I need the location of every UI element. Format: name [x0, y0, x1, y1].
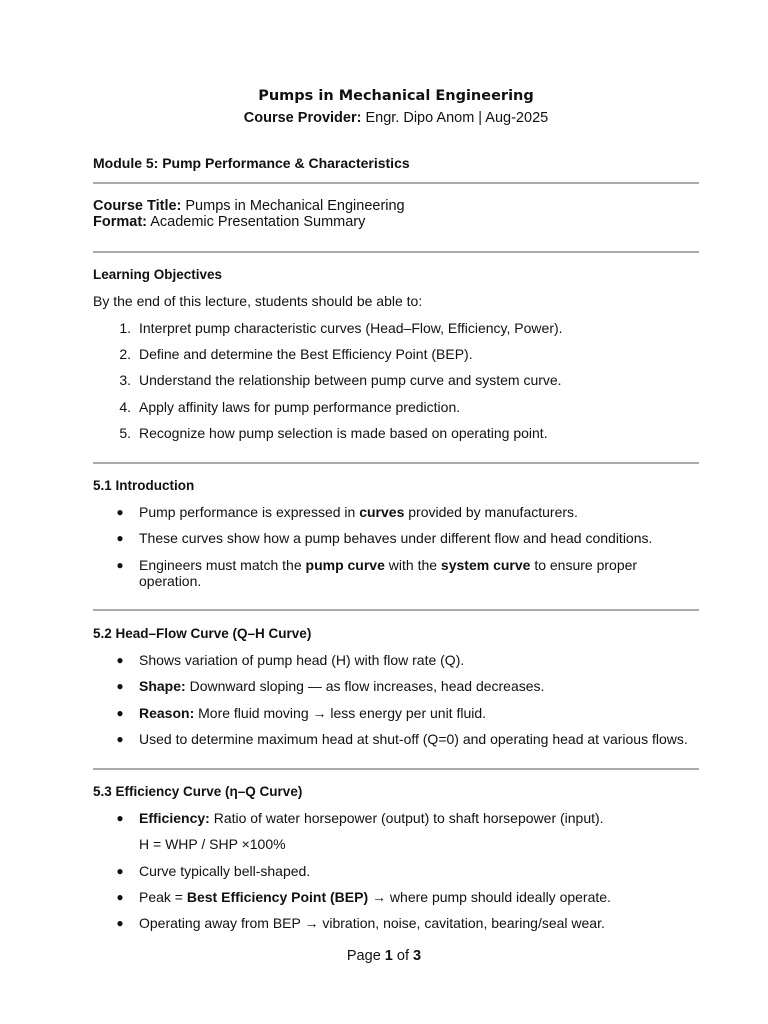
- format-label: Format:: [93, 214, 147, 230]
- current-page: 1: [384, 948, 393, 964]
- list-text: Recognize how pump selection is made based on operating point.: [139, 425, 548, 441]
- list-number: 3.: [119, 372, 131, 388]
- course-title-label: Course Title:: [93, 198, 182, 214]
- bullet-dot-icon: ●: [116, 679, 124, 693]
- bullet-dot-icon: ●: [116, 531, 124, 545]
- course-title-value: Pumps in Mechanical Engineering: [185, 198, 405, 214]
- list-text: Curve typically bell-shaped.: [139, 863, 311, 879]
- course-provider: [93, 110, 699, 126]
- list-number: 2.: [119, 346, 131, 362]
- provider-label: Course Provider:: [243, 110, 362, 126]
- bullet-dot-icon: ●: [116, 706, 124, 720]
- list-text: These curves show how a pump behaves under different flow and head conditions.: [139, 530, 653, 546]
- course-title-line: [93, 198, 405, 214]
- list-text: Used to determine maximum head at shut-off (Q=0) and operating head at various flows.: [139, 731, 688, 747]
- list-text: Efficiency: Ratio of water horsepower (output) to shaft horsepower (input).: [139, 810, 604, 826]
- bullet-dot-icon: ●: [116, 732, 124, 746]
- list-number: 1.: [119, 320, 131, 336]
- divider: [93, 609, 699, 611]
- objectives-intro: By the end of this lecture, students should be able to:: [93, 293, 423, 309]
- bullet-dot-icon: ●: [116, 653, 124, 667]
- divider: [93, 768, 699, 770]
- bullet-dot-icon: ●: [116, 558, 124, 572]
- format-value: Academic Presentation Summary: [150, 214, 366, 230]
- provider-value: Engr. Dipo Anom | Aug-2025: [365, 110, 549, 126]
- bullet-dot-icon: ●: [116, 811, 124, 825]
- page-footer: Page 1 of 3: [346, 948, 422, 964]
- bullet-dot-icon: ●: [116, 505, 124, 519]
- bullet-dot-icon: ●: [116, 864, 124, 878]
- list-text: Engineers must match the pump curve with the system curve to ensure proper operation.: [139, 557, 638, 589]
- section-heading-efficiency: 5.3 Efficiency Curve (η–Q Curve): [93, 784, 303, 799]
- bullet-dot-icon: ●: [116, 890, 124, 904]
- list-text: Shows variation of pump head (H) with flow rate (Q).: [139, 652, 465, 668]
- list-text: Peak = Best Efficiency Point (BEP) → where pump should ideally operate.: [139, 889, 611, 905]
- list-text: Interpret pump characteristic curves (Head–Flow, Efficiency, Power).: [139, 320, 563, 336]
- format-line: [93, 214, 365, 230]
- list-text: Operating away from BEP → vibration, noise, cavitation, bearing/seal wear.: [139, 915, 605, 931]
- list-number: 4.: [119, 399, 131, 415]
- divider: [93, 462, 699, 464]
- list-text: Define and determine the Best Efficiency Point (BEP).: [139, 346, 473, 362]
- list-text: Reason: More fluid moving → less energy per unit fluid.: [139, 705, 487, 721]
- list-text: Shape: Downward sloping — as flow increases, head decreases.: [139, 678, 545, 694]
- list-text: Pump performance is expressed in curves provided by manufacturers.: [139, 504, 578, 520]
- total-pages: 3: [413, 948, 422, 964]
- section-heading-objectives: Learning Objectives: [93, 267, 223, 282]
- list-number: 5.: [119, 425, 131, 441]
- formula-text: H = WHP / SHP ×100%: [139, 836, 286, 852]
- divider: [93, 182, 699, 184]
- list-text: Apply affinity laws for pump performance prediction.: [139, 399, 461, 415]
- section-heading-head-flow: 5.2 Head–Flow Curve (Q–H Curve): [93, 626, 312, 641]
- document-title: Pumps in Mechanical Engineering: [258, 88, 534, 104]
- module-title: Module 5: Pump Performance & Characteristics: [93, 155, 410, 171]
- divider: [93, 251, 699, 253]
- bullet-dot-icon: ●: [116, 916, 124, 930]
- list-text: Understand the relationship between pump curve and system curve.: [139, 372, 562, 388]
- section-heading-introduction: 5.1 Introduction: [93, 478, 195, 493]
